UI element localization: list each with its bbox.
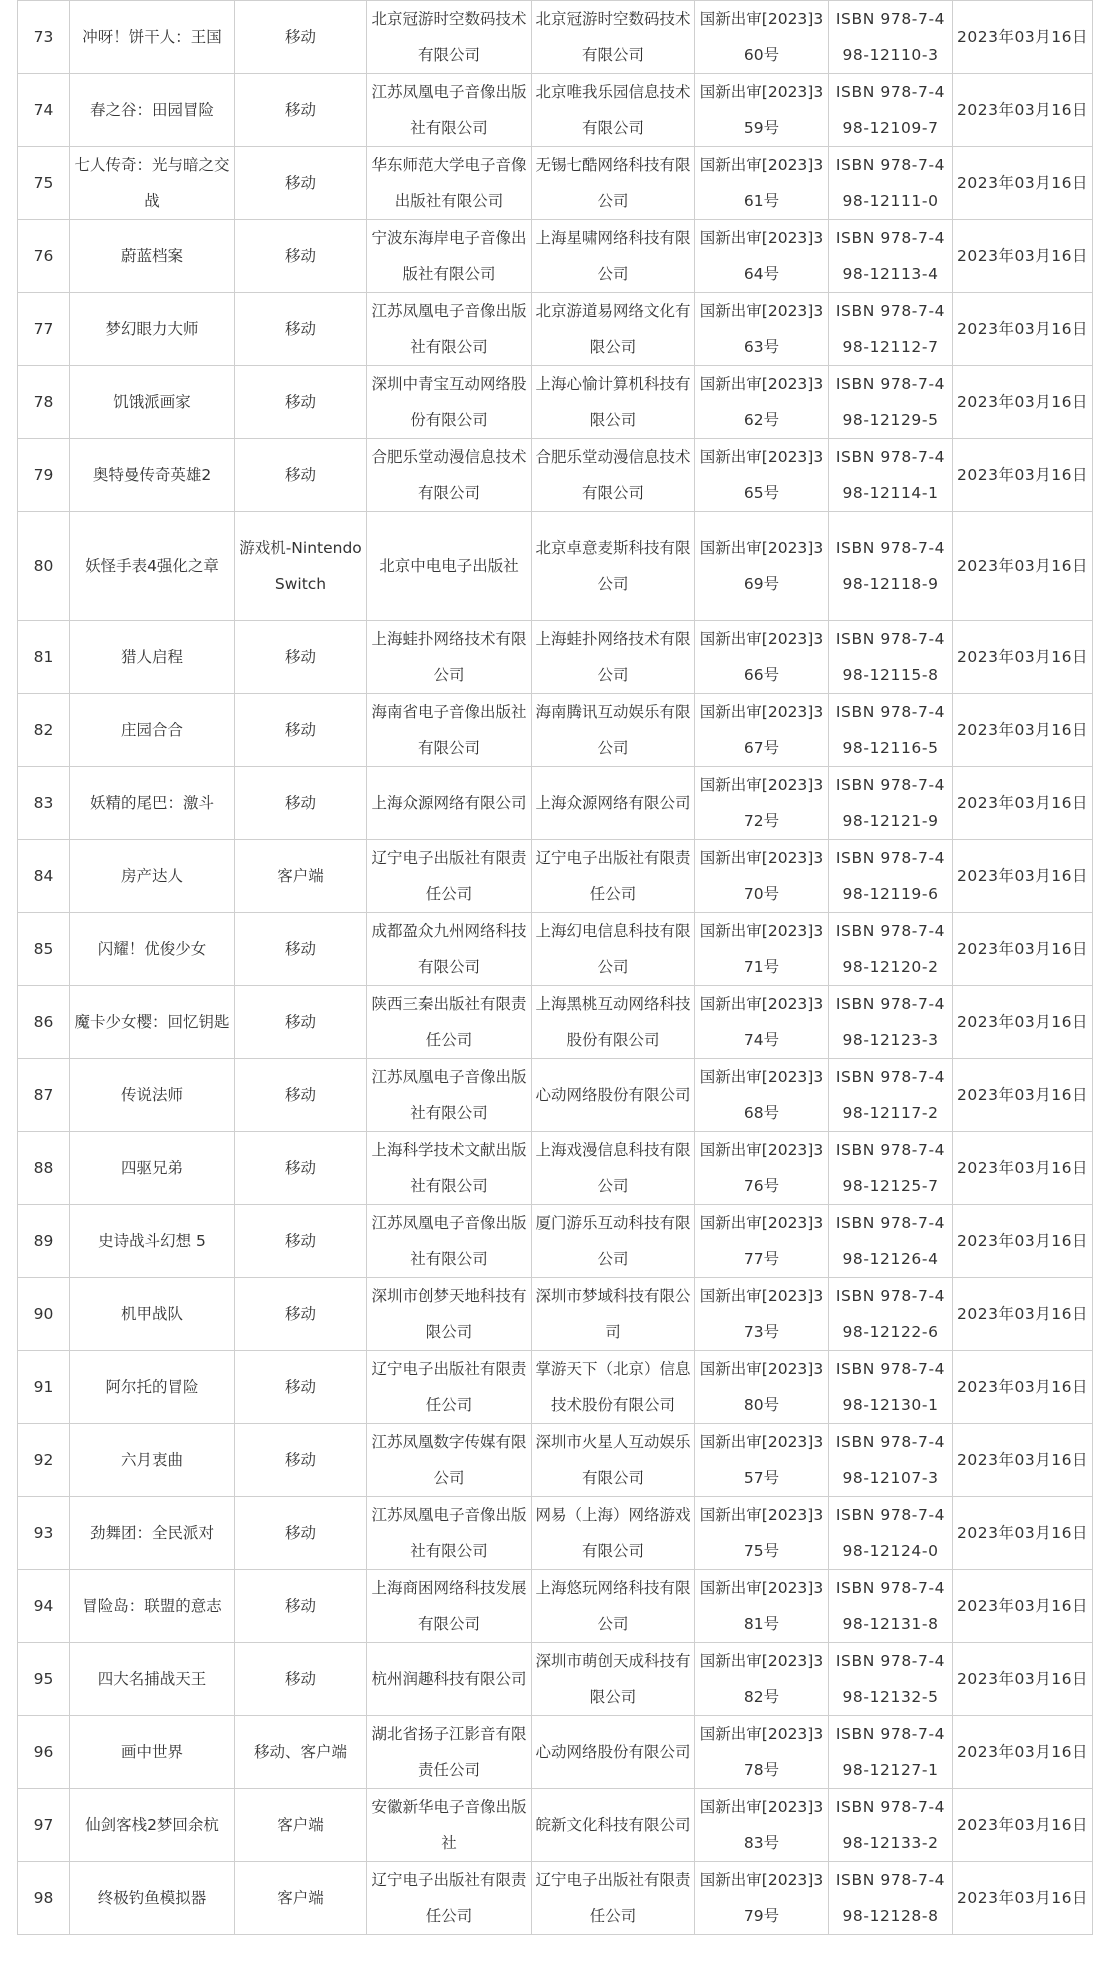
game-name-cell: 奥特曼传奇英雄2	[70, 439, 235, 512]
table-row	[18, 1424, 1093, 1497]
platform-cell: 移动	[235, 1570, 367, 1643]
operator-cell: 深圳市火星人互动娱乐有限公司	[532, 1424, 695, 1497]
isbn-cell: ISBN 978-7-498-12112-7	[829, 293, 953, 366]
operator-cell: 上海黑桃互动网络科技股份有限公司	[532, 986, 695, 1059]
approval-date-cell: 2023年03月16日	[953, 840, 1093, 913]
publisher-cell: 北京冠游时空数码技术有限公司	[367, 1, 532, 74]
row-number-cell: 89	[18, 1205, 70, 1278]
approval-date-cell: 2023年03月16日	[953, 986, 1093, 1059]
publisher-cell: 华东师范大学电子音像出版社有限公司	[367, 147, 532, 220]
operator-cell: 心动网络股份有限公司	[532, 1716, 695, 1789]
operator-cell: 北京游道易网络文化有限公司	[532, 293, 695, 366]
isbn-cell: ISBN 978-7-498-12115-8	[829, 621, 953, 694]
operator-cell: 网易（上海）网络游戏有限公司	[532, 1497, 695, 1570]
approval-date-cell: 2023年03月16日	[953, 1789, 1093, 1862]
table-row	[18, 1, 1093, 74]
isbn-cell: ISBN 978-7-498-12121-9	[829, 767, 953, 840]
isbn-cell: ISBN 978-7-498-12127-1	[829, 1716, 953, 1789]
game-name-cell: 四驱兄弟	[70, 1132, 235, 1205]
platform-cell: 移动	[235, 439, 367, 512]
game-name-cell: 六月衷曲	[70, 1424, 235, 1497]
approval-date-cell: 2023年03月16日	[953, 1132, 1093, 1205]
publisher-cell: 江苏凤凰数字传媒有限公司	[367, 1424, 532, 1497]
approval-date-cell: 2023年03月16日	[953, 1205, 1093, 1278]
operator-cell: 北京唯我乐园信息技术有限公司	[532, 74, 695, 147]
approval-number-cell: 国新出审[2023]360号	[695, 1, 829, 74]
operator-cell: 上海幻电信息科技有限公司	[532, 913, 695, 986]
platform-cell: 移动	[235, 767, 367, 840]
operator-cell: 深圳市萌创天成科技有限公司	[532, 1643, 695, 1716]
operator-cell: 合肥乐堂动漫信息技术有限公司	[532, 439, 695, 512]
isbn-cell: ISBN 978-7-498-12118-9	[829, 512, 953, 621]
table-row	[18, 1789, 1093, 1862]
approval-number-cell: 国新出审[2023]382号	[695, 1643, 829, 1716]
approval-date-cell: 2023年03月16日	[953, 1278, 1093, 1351]
publisher-cell: 上海科学技术文献出版社有限公司	[367, 1132, 532, 1205]
row-number-cell: 87	[18, 1059, 70, 1132]
isbn-cell: ISBN 978-7-498-12129-5	[829, 366, 953, 439]
row-number-cell: 95	[18, 1643, 70, 1716]
isbn-cell: ISBN 978-7-498-12128-8	[829, 1862, 953, 1935]
platform-cell: 游戏机-Nintendo Switch	[235, 512, 367, 621]
approval-number-cell: 国新出审[2023]362号	[695, 366, 829, 439]
isbn-cell: ISBN 978-7-498-12133-2	[829, 1789, 953, 1862]
isbn-cell: ISBN 978-7-498-12124-0	[829, 1497, 953, 1570]
approval-date-cell: 2023年03月16日	[953, 694, 1093, 767]
row-number-cell: 92	[18, 1424, 70, 1497]
row-number-cell: 77	[18, 293, 70, 366]
approval-date-cell: 2023年03月16日	[953, 1497, 1093, 1570]
isbn-cell: ISBN 978-7-498-12119-6	[829, 840, 953, 913]
game-approval-table	[17, 0, 1093, 1935]
approval-number-cell: 国新出审[2023]378号	[695, 1716, 829, 1789]
platform-cell: 移动	[235, 74, 367, 147]
platform-cell: 移动	[235, 913, 367, 986]
publisher-cell: 宁波东海岸电子音像出版社有限公司	[367, 220, 532, 293]
isbn-cell: ISBN 978-7-498-12131-8	[829, 1570, 953, 1643]
game-name-cell: 史诗战斗幻想 5	[70, 1205, 235, 1278]
operator-cell: 辽宁电子出版社有限责任公司	[532, 1862, 695, 1935]
publisher-cell: 江苏凤凰电子音像出版社有限公司	[367, 1059, 532, 1132]
table-row	[18, 147, 1093, 220]
game-name-cell: 冲呀！饼干人：王国	[70, 1, 235, 74]
publisher-cell: 辽宁电子出版社有限责任公司	[367, 840, 532, 913]
platform-cell: 移动	[235, 1278, 367, 1351]
table-row	[18, 840, 1093, 913]
approval-date-cell: 2023年03月16日	[953, 1, 1093, 74]
platform-cell: 移动	[235, 1424, 367, 1497]
platform-cell: 移动	[235, 1643, 367, 1716]
isbn-cell: ISBN 978-7-498-12130-1	[829, 1351, 953, 1424]
table-row	[18, 366, 1093, 439]
isbn-cell: ISBN 978-7-498-12110-3	[829, 1, 953, 74]
approval-number-cell: 国新出审[2023]357号	[695, 1424, 829, 1497]
publisher-cell: 杭州润趣科技有限公司	[367, 1643, 532, 1716]
row-number-cell: 86	[18, 986, 70, 1059]
platform-cell: 移动	[235, 1351, 367, 1424]
operator-cell: 上海众源网络有限公司	[532, 767, 695, 840]
publisher-cell: 成都盈众九州网络科技有限公司	[367, 913, 532, 986]
platform-cell: 移动	[235, 986, 367, 1059]
approval-date-cell: 2023年03月16日	[953, 366, 1093, 439]
operator-cell: 上海心愉计算机科技有限公司	[532, 366, 695, 439]
operator-cell: 心动网络股份有限公司	[532, 1059, 695, 1132]
approval-date-cell: 2023年03月16日	[953, 293, 1093, 366]
game-name-cell: 阿尔托的冒险	[70, 1351, 235, 1424]
approval-number-cell: 国新出审[2023]371号	[695, 913, 829, 986]
approval-number-cell: 国新出审[2023]365号	[695, 439, 829, 512]
operator-cell: 北京冠游时空数码技术有限公司	[532, 1, 695, 74]
table-row	[18, 986, 1093, 1059]
approval-date-cell: 2023年03月16日	[953, 1862, 1093, 1935]
publisher-cell: 上海众源网络有限公司	[367, 767, 532, 840]
publisher-cell: 上海蛙扑网络技术有限公司	[367, 621, 532, 694]
row-number-cell: 83	[18, 767, 70, 840]
platform-cell: 移动	[235, 694, 367, 767]
row-number-cell: 98	[18, 1862, 70, 1935]
publisher-cell: 江苏凤凰电子音像出版社有限公司	[367, 1205, 532, 1278]
isbn-cell: ISBN 978-7-498-12116-5	[829, 694, 953, 767]
isbn-cell: ISBN 978-7-498-12120-2	[829, 913, 953, 986]
approval-date-cell: 2023年03月16日	[953, 220, 1093, 293]
publisher-cell: 江苏凤凰电子音像出版社有限公司	[367, 74, 532, 147]
row-number-cell: 94	[18, 1570, 70, 1643]
game-name-cell: 机甲战队	[70, 1278, 235, 1351]
isbn-cell: ISBN 978-7-498-12114-1	[829, 439, 953, 512]
game-name-cell: 梦幻眼力大师	[70, 293, 235, 366]
platform-cell: 移动、客户端	[235, 1716, 367, 1789]
platform-cell: 移动	[235, 621, 367, 694]
table-row	[18, 439, 1093, 512]
game-name-cell: 劲舞团：全民派对	[70, 1497, 235, 1570]
publisher-cell: 深圳市创梦天地科技有限公司	[367, 1278, 532, 1351]
approval-date-cell: 2023年03月16日	[953, 767, 1093, 840]
table-body	[18, 1, 1093, 1935]
operator-cell: 上海蛙扑网络技术有限公司	[532, 621, 695, 694]
approval-number-cell: 国新出审[2023]363号	[695, 293, 829, 366]
game-name-cell: 闪耀！优俊少女	[70, 913, 235, 986]
operator-cell: 上海星啸网络科技有限公司	[532, 220, 695, 293]
game-name-cell: 庄园合合	[70, 694, 235, 767]
isbn-cell: ISBN 978-7-498-12126-4	[829, 1205, 953, 1278]
publisher-cell: 辽宁电子出版社有限责任公司	[367, 1862, 532, 1935]
operator-cell: 上海悠玩网络科技有限公司	[532, 1570, 695, 1643]
game-name-cell: 妖怪手表4强化之章	[70, 512, 235, 621]
approval-date-cell: 2023年03月16日	[953, 1643, 1093, 1716]
row-number-cell: 76	[18, 220, 70, 293]
table-row	[18, 74, 1093, 147]
approval-number-cell: 国新出审[2023]369号	[695, 512, 829, 621]
table-row	[18, 1278, 1093, 1351]
table-row	[18, 694, 1093, 767]
game-name-cell: 猎人启程	[70, 621, 235, 694]
platform-cell: 移动	[235, 366, 367, 439]
row-number-cell: 93	[18, 1497, 70, 1570]
approval-number-cell: 国新出审[2023]374号	[695, 986, 829, 1059]
approval-number-cell: 国新出审[2023]372号	[695, 767, 829, 840]
approval-number-cell: 国新出审[2023]381号	[695, 1570, 829, 1643]
operator-cell: 辽宁电子出版社有限责任公司	[532, 840, 695, 913]
row-number-cell: 73	[18, 1, 70, 74]
approval-date-cell: 2023年03月16日	[953, 1059, 1093, 1132]
table-row	[18, 1497, 1093, 1570]
table-row	[18, 1643, 1093, 1716]
operator-cell: 海南腾讯互动娱乐有限公司	[532, 694, 695, 767]
table-row	[18, 1570, 1093, 1643]
approval-number-cell: 国新出审[2023]377号	[695, 1205, 829, 1278]
operator-cell: 北京卓意麦斯科技有限公司	[532, 512, 695, 621]
approval-number-cell: 国新出审[2023]370号	[695, 840, 829, 913]
row-number-cell: 97	[18, 1789, 70, 1862]
operator-cell: 皖新文化科技有限公司	[532, 1789, 695, 1862]
game-name-cell: 房产达人	[70, 840, 235, 913]
row-number-cell: 82	[18, 694, 70, 767]
approval-date-cell: 2023年03月16日	[953, 439, 1093, 512]
platform-cell: 移动	[235, 1132, 367, 1205]
publisher-cell: 江苏凤凰电子音像出版社有限公司	[367, 293, 532, 366]
game-name-cell: 魔卡少女樱：回忆钥匙	[70, 986, 235, 1059]
game-name-cell: 妖精的尾巴：激斗	[70, 767, 235, 840]
table-row	[18, 220, 1093, 293]
platform-cell: 移动	[235, 1205, 367, 1278]
isbn-cell: ISBN 978-7-498-12107-3	[829, 1424, 953, 1497]
table-row	[18, 1059, 1093, 1132]
isbn-cell: ISBN 978-7-498-12113-4	[829, 220, 953, 293]
game-name-cell: 画中世界	[70, 1716, 235, 1789]
game-name-cell: 七人传奇：光与暗之交战	[70, 147, 235, 220]
table-row	[18, 293, 1093, 366]
row-number-cell: 96	[18, 1716, 70, 1789]
publisher-cell: 陕西三秦出版社有限责任公司	[367, 986, 532, 1059]
approval-number-cell: 国新出审[2023]379号	[695, 1862, 829, 1935]
table-row	[18, 1351, 1093, 1424]
platform-cell: 移动	[235, 220, 367, 293]
platform-cell: 移动	[235, 1497, 367, 1570]
platform-cell: 客户端	[235, 840, 367, 913]
game-name-cell: 终极钓鱼模拟器	[70, 1862, 235, 1935]
isbn-cell: ISBN 978-7-498-12132-5	[829, 1643, 953, 1716]
operator-cell: 掌游天下（北京）信息技术股份有限公司	[532, 1351, 695, 1424]
publisher-cell: 合肥乐堂动漫信息技术有限公司	[367, 439, 532, 512]
game-name-cell: 传说法师	[70, 1059, 235, 1132]
approval-date-cell: 2023年03月16日	[953, 1716, 1093, 1789]
approval-number-cell: 国新出审[2023]364号	[695, 220, 829, 293]
game-name-cell: 仙剑客栈2梦回余杭	[70, 1789, 235, 1862]
table-row	[18, 512, 1093, 621]
operator-cell: 无锡七酷网络科技有限公司	[532, 147, 695, 220]
approval-number-cell: 国新出审[2023]366号	[695, 621, 829, 694]
publisher-cell: 安徽新华电子音像出版社	[367, 1789, 532, 1862]
platform-cell: 移动	[235, 1, 367, 74]
isbn-cell: ISBN 978-7-498-12111-0	[829, 147, 953, 220]
row-number-cell: 80	[18, 512, 70, 621]
game-name-cell: 蔚蓝档案	[70, 220, 235, 293]
isbn-cell: ISBN 978-7-498-12125-7	[829, 1132, 953, 1205]
platform-cell: 移动	[235, 1059, 367, 1132]
isbn-cell: ISBN 978-7-498-12109-7	[829, 74, 953, 147]
table-row	[18, 1132, 1093, 1205]
row-number-cell: 85	[18, 913, 70, 986]
table-row	[18, 767, 1093, 840]
publisher-cell: 江苏凤凰电子音像出版社有限公司	[367, 1497, 532, 1570]
table-row	[18, 913, 1093, 986]
operator-cell: 深圳市梦域科技有限公司	[532, 1278, 695, 1351]
publisher-cell: 湖北省扬子江影音有限责任公司	[367, 1716, 532, 1789]
approval-number-cell: 国新出审[2023]367号	[695, 694, 829, 767]
isbn-cell: ISBN 978-7-498-12117-2	[829, 1059, 953, 1132]
approval-date-cell: 2023年03月16日	[953, 1424, 1093, 1497]
table-row	[18, 1862, 1093, 1935]
approval-number-cell: 国新出审[2023]368号	[695, 1059, 829, 1132]
game-name-cell: 冒险岛：联盟的意志	[70, 1570, 235, 1643]
publisher-cell: 深圳中青宝互动网络股份有限公司	[367, 366, 532, 439]
publisher-cell: 上海商困网络科技发展有限公司	[367, 1570, 532, 1643]
platform-cell: 客户端	[235, 1862, 367, 1935]
publisher-cell: 海南省电子音像出版社有限公司	[367, 694, 532, 767]
approval-date-cell: 2023年03月16日	[953, 621, 1093, 694]
row-number-cell: 81	[18, 621, 70, 694]
platform-cell: 移动	[235, 147, 367, 220]
approval-date-cell: 2023年03月16日	[953, 74, 1093, 147]
approval-number-cell: 国新出审[2023]361号	[695, 147, 829, 220]
row-number-cell: 84	[18, 840, 70, 913]
row-number-cell: 78	[18, 366, 70, 439]
game-name-cell: 春之谷：田园冒险	[70, 74, 235, 147]
row-number-cell: 79	[18, 439, 70, 512]
row-number-cell: 74	[18, 74, 70, 147]
approval-number-cell: 国新出审[2023]359号	[695, 74, 829, 147]
approval-date-cell: 2023年03月16日	[953, 1351, 1093, 1424]
approval-date-cell: 2023年03月16日	[953, 1570, 1093, 1643]
publisher-cell: 辽宁电子出版社有限责任公司	[367, 1351, 532, 1424]
operator-cell: 厦门游乐互动科技有限公司	[532, 1205, 695, 1278]
approval-number-cell: 国新出审[2023]373号	[695, 1278, 829, 1351]
approval-number-cell: 国新出审[2023]375号	[695, 1497, 829, 1570]
table-row	[18, 1205, 1093, 1278]
isbn-cell: ISBN 978-7-498-12122-6	[829, 1278, 953, 1351]
game-name-cell: 四大名捕战天王	[70, 1643, 235, 1716]
row-number-cell: 90	[18, 1278, 70, 1351]
table-row	[18, 1716, 1093, 1789]
approval-date-cell: 2023年03月16日	[953, 512, 1093, 621]
publisher-cell: 北京中电电子出版社	[367, 512, 532, 621]
platform-cell: 移动	[235, 293, 367, 366]
operator-cell: 上海戏漫信息科技有限公司	[532, 1132, 695, 1205]
row-number-cell: 75	[18, 147, 70, 220]
approval-number-cell: 国新出审[2023]376号	[695, 1132, 829, 1205]
game-name-cell: 饥饿派画家	[70, 366, 235, 439]
approval-date-cell: 2023年03月16日	[953, 913, 1093, 986]
isbn-cell: ISBN 978-7-498-12123-3	[829, 986, 953, 1059]
table-row	[18, 621, 1093, 694]
approval-number-cell: 国新出审[2023]380号	[695, 1351, 829, 1424]
row-number-cell: 91	[18, 1351, 70, 1424]
platform-cell: 客户端	[235, 1789, 367, 1862]
row-number-cell: 88	[18, 1132, 70, 1205]
approval-date-cell: 2023年03月16日	[953, 147, 1093, 220]
approval-number-cell: 国新出审[2023]383号	[695, 1789, 829, 1862]
